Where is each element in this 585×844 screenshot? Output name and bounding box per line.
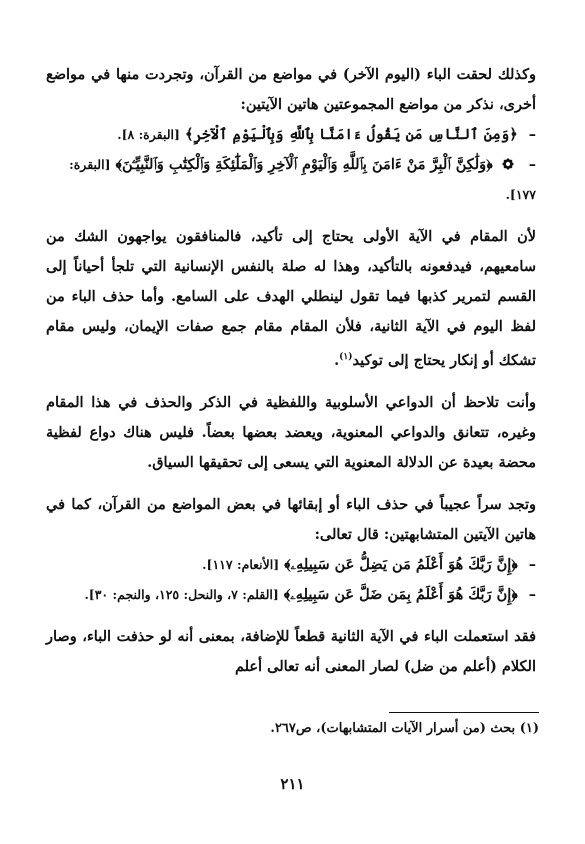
paragraph-3: وأنت تلاحظ أن الدواعي الأسلوبية واللفظية في الذكر والحذف في هذا المقام وغيره، تتعانق والدواعي المعنوية، ويعضد بعضها بعضاً. فليس هناك دواع لفظية محضة بعيدة عن الدلالة المعنوية التي يسعى إلى تحقيقها السياق.	[46, 393, 536, 471]
verse-dash: –	[528, 555, 536, 573]
verse-2-text: ﴿وَلَٰكِنَّ ٱلْبِرَّ مَنْ ءَامَنَ بِٱللَّهِ وَٱلْيَوْمِ ٱلْآخِرِ وَٱلْمَلَٰٓئِكَةِ وَٱلْكِتَٰبِ وَٱلنَّبِيِّـۧنَ﴾	[115, 156, 493, 173]
verse-4	[46, 580, 536, 610]
verse-2	[46, 150, 536, 210]
verse-3-ref: [الأنعام: ١١٧].	[202, 556, 280, 572]
verse-2-ref: [البقرة: ١٧٧].	[69, 157, 536, 202]
footnote: (١) بحث (من أسرار الآيات المتشابهات)، ص٢٦٧.	[270, 721, 539, 736]
paragraph-2: لأن المقام في الآية الأولى يحتاج إلى تأكيد، فالمنافقون يواجهون الشك من سامعيهم، فيدفعونه بالتأكيد، وهذا له صلة بالنفس الإنسانية التي تلجأ أحياناً إلى القسم لتمرير كذبها فيما تقول لينطلي الهدف على السامع. وأما حذف الباء من لفظ اليوم في الآية الثانية، فلأن المقام مقام جمع صفات الإيمان، وليس مقام تشكك أو إنكار يحتاج إلى توكيد$^{(١)}$.	[46, 228, 536, 369]
verse-1-text: ﴿وَمِنَ ٱلنَّاسِ مَن يَقُولُ ءَامَنَّا بِٱللَّهِ وَبِٱلْيَوْمِ ٱلْآخِرِ﴾	[184, 126, 518, 143]
verse-dash: –	[528, 156, 536, 173]
verse-3	[46, 550, 536, 580]
footnote-separator	[389, 712, 539, 713]
paragraph-5: فقد استعملت الباء في الآية الثانية قطعاً للإضافة، بمعنى أنه لو حذفت الباء، وصار الكلام (أعلم من ضل) لصار المعنى أنه تعالى أعلم	[46, 627, 536, 675]
footnote-marker: (١)	[339, 352, 353, 362]
paragraph-4: وتجد سراً عجيباً في حذف الباء أو إبقائها في بعض المواضع من القرآن، كما في هاتين الآيتين المتشابهتين: قال تعالى:	[46, 495, 536, 543]
verse-dash: –	[528, 126, 536, 143]
page-number: ٢١١	[280, 775, 305, 793]
paragraph-2-text: لأن المقام في الآية الأولى يحتاج إلى تأكيد، فالمنافقون يواجهون الشك من سامعيهم، فيدفعونه بالتأكيد، وهذا له صلة بالنفس الإنسانية التي تلجأ أحياناً إلى القسم لتمرير كذبها فيما تقول لينطلي الهدف على السامع. وأما حذف الباء من لفظ اليوم في الآية الثانية، فلأن المقام مقام جمع صفات الإيمان، وليس مقام تشكك أو إنكار يحتاج إلى توكيد	[46, 228, 536, 369]
verse-dash: –	[528, 585, 536, 603]
page-body	[46, 60, 536, 682]
verse-3-text: ﴿إِنَّ رَبَّكَ هُوَ أَعْلَمُ مَن يَضِلُّ عَن سَبِيلِهِۦ﴾	[284, 555, 518, 573]
verse-1	[46, 120, 536, 150]
paragraph-intro: وكذلك لحقت الباء (اليوم الآخر) في مواضع من القرآن، وتجردت منها في مواضع أخرى، نذكر من مواضع المجموعتين هاتين الآيتين:	[46, 66, 536, 113]
verse-4-text: ﴿إِنَّ رَبَّكَ هُوَ أَعْلَمُ بِمَن ضَلَّ عَن سَبِيلِهِۦ﴾	[283, 585, 518, 603]
verse-1-ref: [البقرة: ٨].	[117, 127, 180, 142]
verse-4-ref: [القلم: ٧، والنحل: ١٢٥، والنجم: ٣٠].	[84, 586, 279, 602]
rub-el-hizb-icon	[501, 157, 515, 171]
